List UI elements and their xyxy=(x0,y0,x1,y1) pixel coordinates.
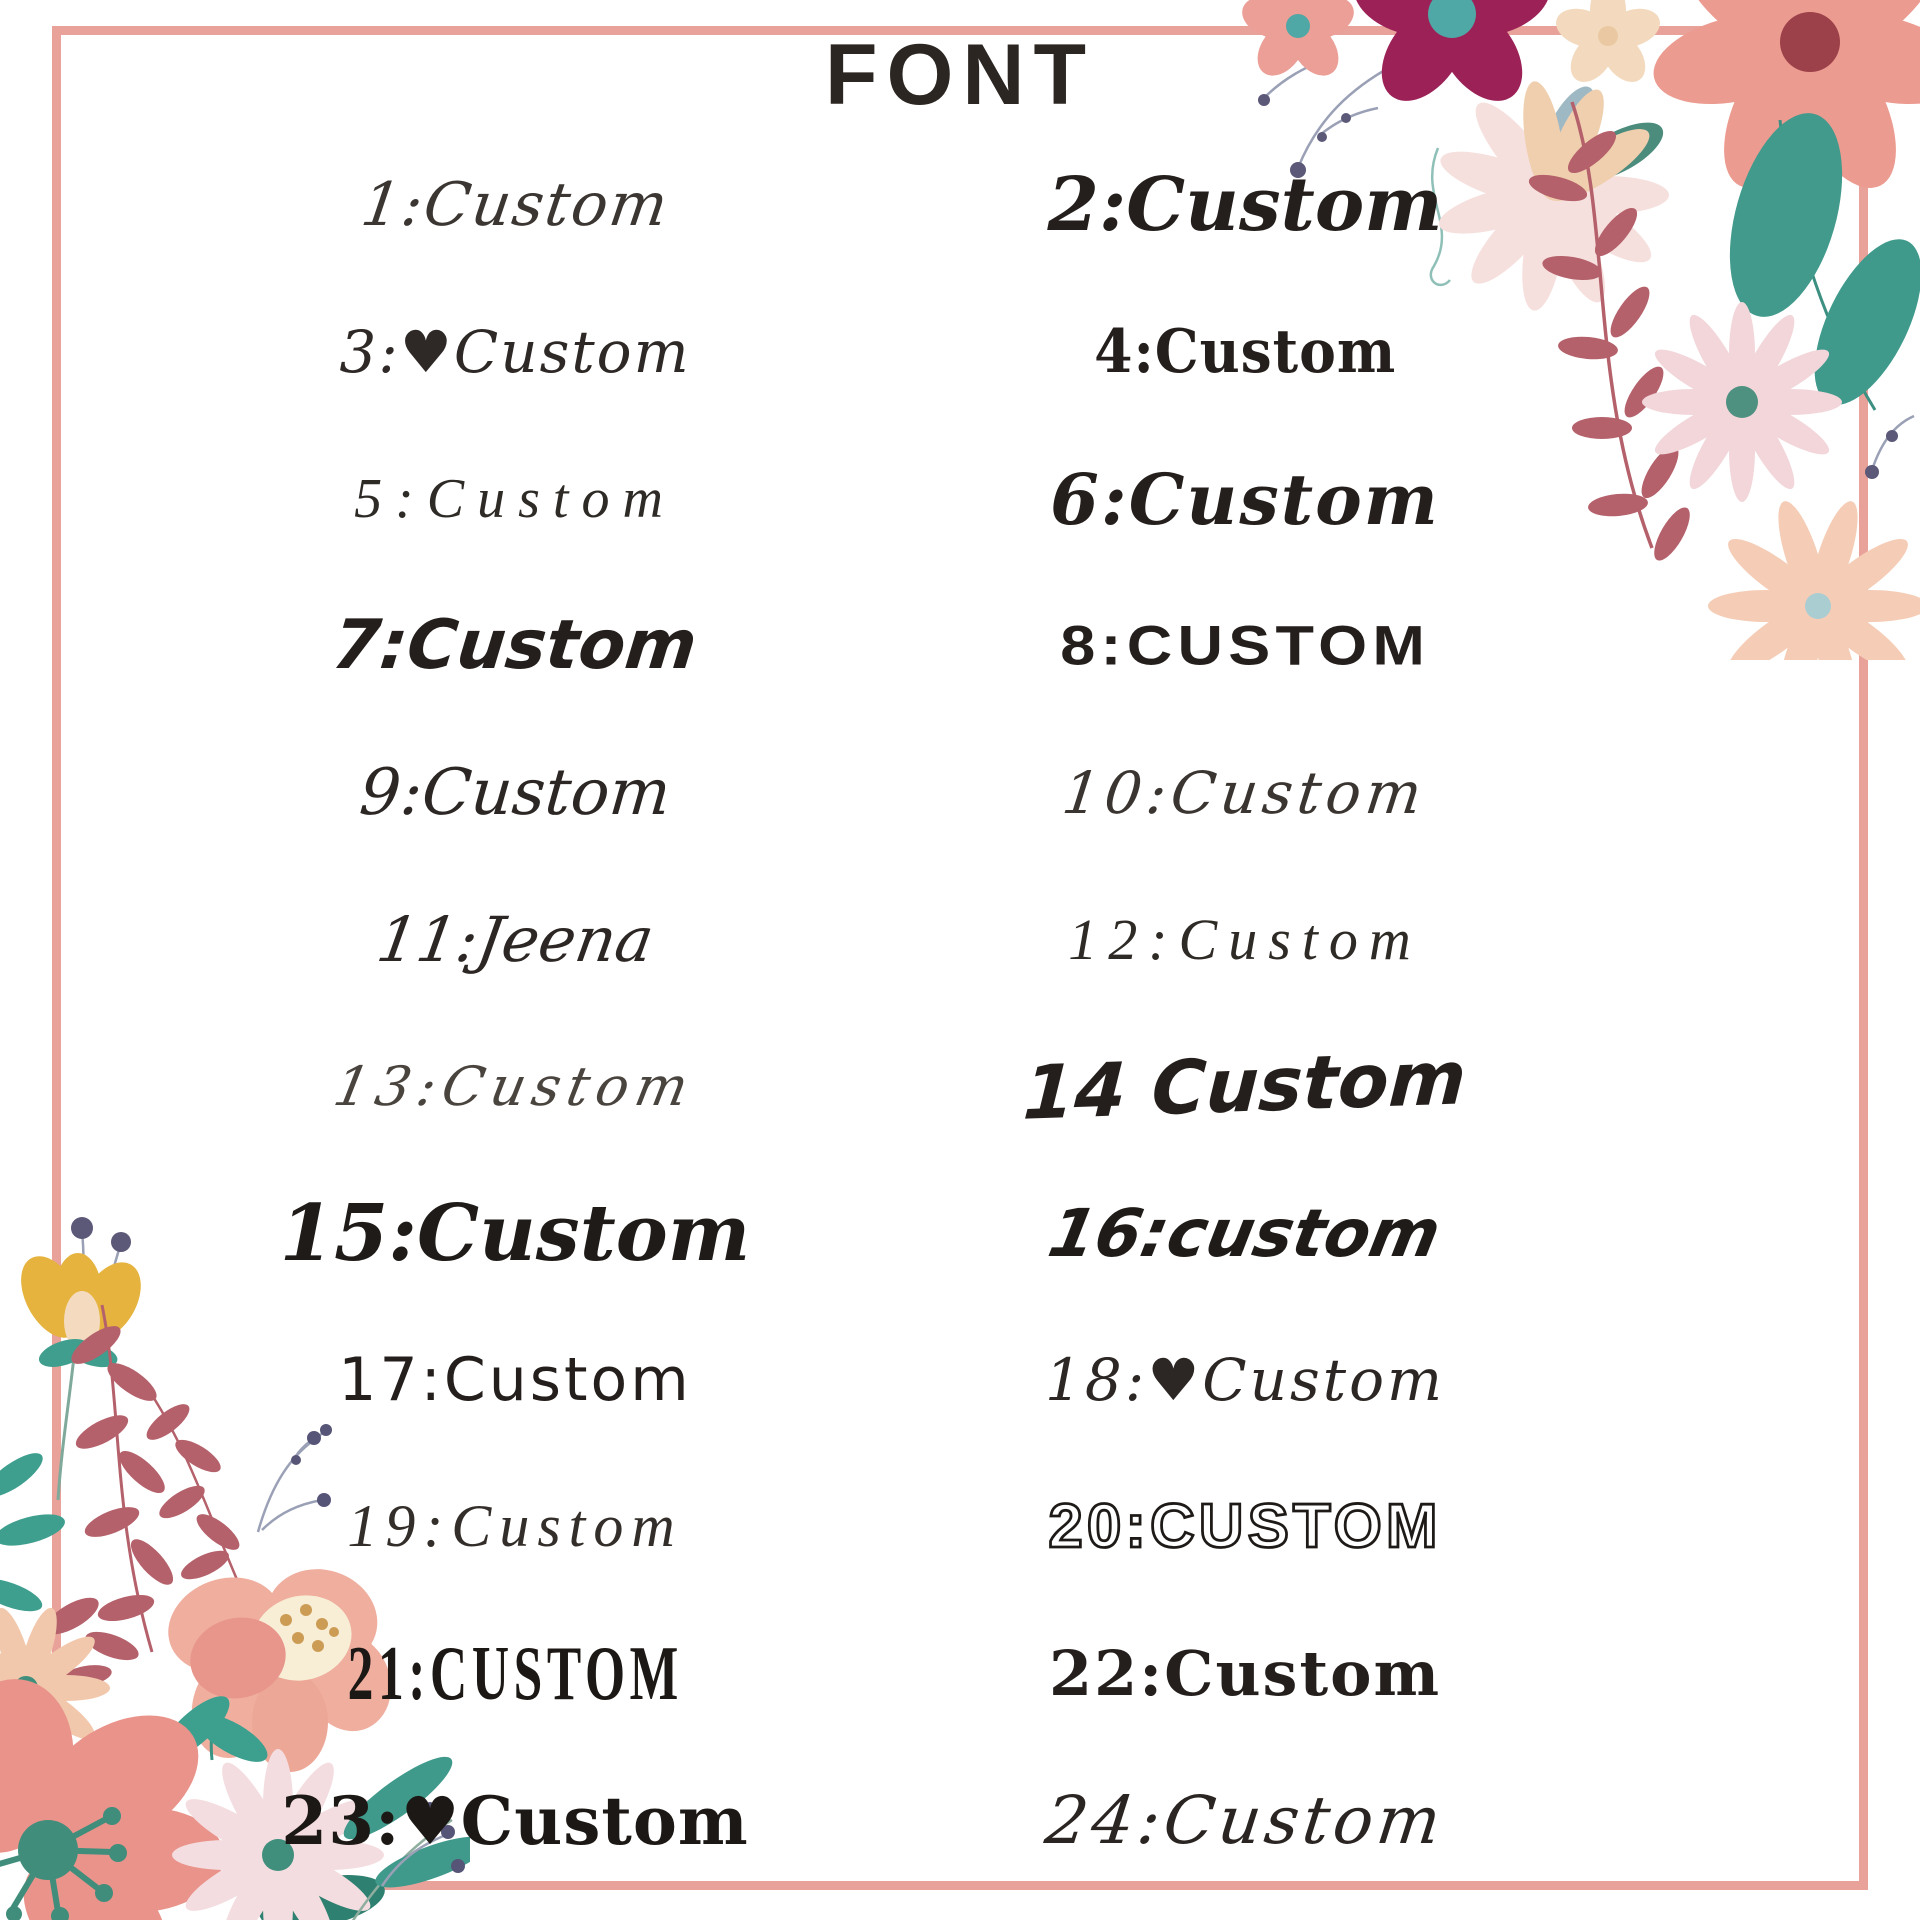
font-sample-9: 9:Custom xyxy=(356,755,674,830)
font-sample-21: 21:CUSTOM xyxy=(347,1630,683,1717)
font-sample-20: 20:CUSTOM xyxy=(1048,1492,1442,1562)
font-sample-8: 8:CUSTOM xyxy=(1060,615,1430,677)
teal-leaves-icon xyxy=(0,1446,68,1618)
font-sample-15: 15:Custom xyxy=(279,1187,751,1279)
font-sample-7: 7:Custom xyxy=(329,606,701,686)
font-sample-19: 19:Custom xyxy=(347,1493,683,1560)
peach-daisy-icon xyxy=(1708,496,1920,660)
font-sample-11: 11:Jeena xyxy=(371,903,659,977)
font-sample-4: 4:Custom xyxy=(1093,317,1397,388)
font-sample-6: 6:Custom xyxy=(1050,457,1440,541)
font-sample-14: 14 Custom xyxy=(1021,1035,1469,1138)
page-title: FONT xyxy=(824,27,1096,123)
font-sample-12: 12:Custom xyxy=(1068,907,1422,973)
font-sample-24: 24:Custom xyxy=(1041,1782,1449,1860)
font-sample-3: 3:♥Custom xyxy=(339,318,691,387)
font-list xyxy=(150,132,1610,1894)
berry-sprig-icon xyxy=(1865,416,1914,479)
font-sample-1: 1:Custom xyxy=(356,170,674,241)
font-sample-5: 5:Custom xyxy=(354,468,676,531)
font-sample-22: 22:Custom xyxy=(1048,1637,1442,1711)
font-sample-18: 18:♥Custom xyxy=(1044,1346,1446,1415)
font-sample-23: 23:♥Custom xyxy=(281,1781,749,1860)
font-sample-13: 13:Custom xyxy=(329,1054,701,1118)
font-sample-10: 10:Custom xyxy=(1059,758,1431,827)
font-sample-17: 17:Custom xyxy=(338,1345,692,1416)
font-sample-2: 2:Custom xyxy=(1047,162,1443,249)
font-sample-16: 16:custom xyxy=(1042,1194,1448,1272)
